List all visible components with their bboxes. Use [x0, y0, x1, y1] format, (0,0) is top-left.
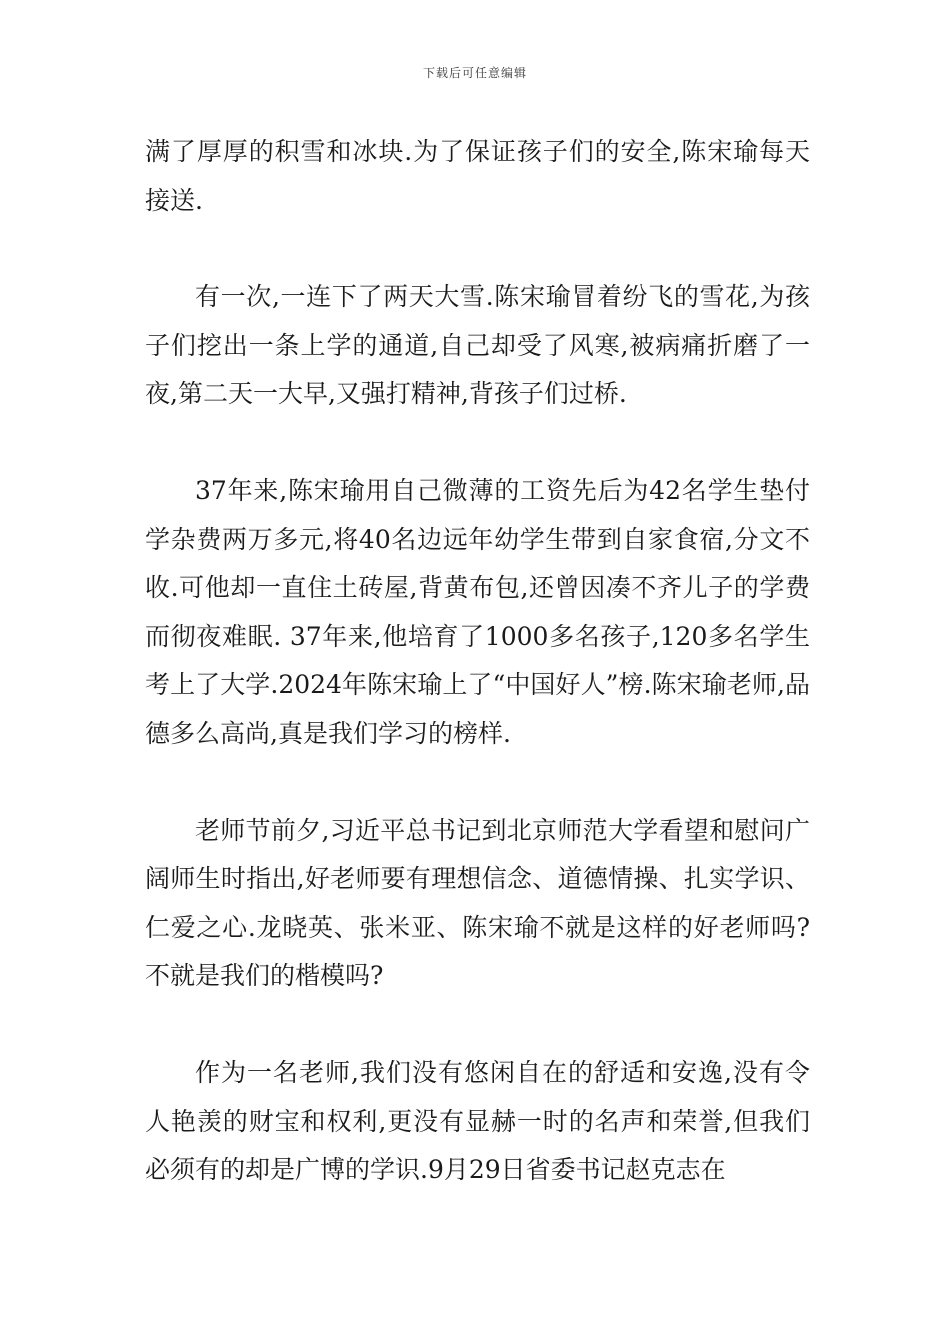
document-body: [145, 128, 810, 1243]
paragraph-continuation: 满了厚厚的积雪和冰块.为了保证孩子们的安全,陈宋瑜每天接送.: [145, 137, 810, 215]
paragraph-as-a-teacher: 作为一名老师,我们没有悠闲自在的舒适和安逸,没有令人艳羡的财宝和权利,更没有显赫一时的名声和荣誉,但我们必须有的却是广博的学识.9月29日省委书记赵克志在: [145, 1057, 810, 1185]
paragraph-snowstorm: 有一次,一连下了两天大雪.陈宋瑜冒着纷飞的雪花,为孩子们挖出一条上学的通道,自己却受了风寒,被病痛折磨了一夜,第二天一大早,又强打精神,背孩子们过桥.: [145, 282, 810, 409]
paragraph-teachers-day: 老师节前夕,习近平总书记到北京师范大学看望和慰问广阔师生时指出,好老师要有理想信念、道德情操、扎实学识、仁爱之心.龙晓英、张米亚、陈宋瑜不就是这样的好老师吗?不就是我们的楷模吗?: [145, 815, 810, 991]
paragraph-37-years: 37年来,陈宋瑜用自己微薄的工资先后为42名学生垫付学杂费两万多元,将40名边远年幼学生带到自家食宿,分文不收.可他却一直住土砖屋,背黄布包,还曾因凑不齐儿子的学费而彻夜难眠. 37年来,他培育了1000多名孩子,120多名学生考上了大学.2024年陈宋瑜上了“中国好人”榜.陈宋瑜老师,品德多么高尚,真是我们学习的榜样.: [145, 475, 810, 748]
page-header: 下载后可任意编辑: [422, 66, 527, 80]
